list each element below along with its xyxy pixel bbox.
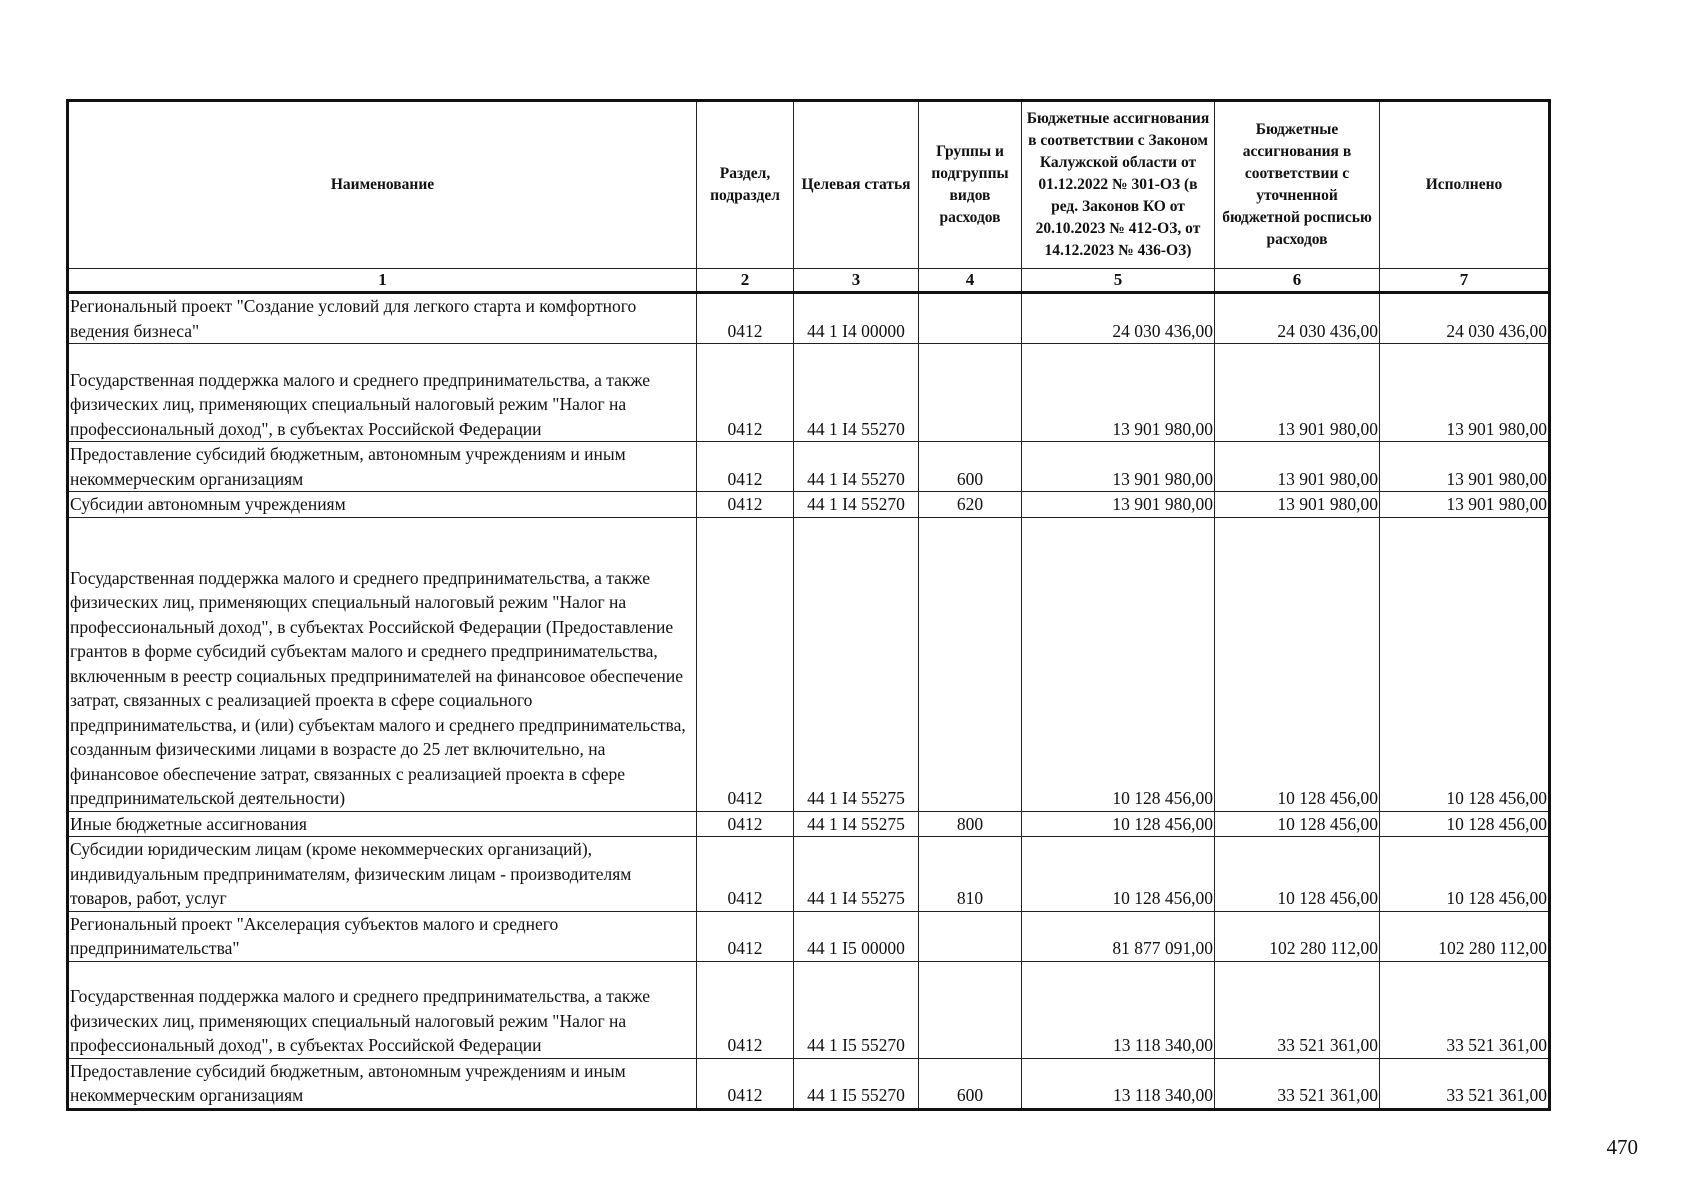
table-row <box>68 517 1550 811</box>
row-executed-amount: 24 030 436,00 <box>1380 293 1550 344</box>
row-expense-group: 800 <box>919 811 1022 837</box>
row-section: 0412 <box>697 492 794 518</box>
column-number: 4 <box>919 269 1022 293</box>
table-row <box>68 837 1550 912</box>
row-law-amount: 13 901 980,00 <box>1022 344 1215 442</box>
row-name: Государственная поддержка малого и среднего предпринимательства, а также физических лиц, применяющих специальный налоговый режим "Налог на профессиональный доход", в субъектах Российской Федерации <box>68 961 697 1058</box>
table-row <box>68 442 1550 492</box>
row-target-article: 44 1 I4 55275 <box>794 837 919 912</box>
row-expense-group: 620 <box>919 492 1022 518</box>
row-expense-group <box>919 911 1022 961</box>
table-row <box>68 811 1550 837</box>
row-expense-group: 600 <box>919 1058 1022 1109</box>
row-section: 0412 <box>697 442 794 492</box>
row-law-amount: 81 877 091,00 <box>1022 911 1215 961</box>
row-refined-amount: 13 901 980,00 <box>1215 442 1380 492</box>
row-section: 0412 <box>697 811 794 837</box>
row-section: 0412 <box>697 517 794 811</box>
row-target-article: 44 1 I4 55270 <box>794 442 919 492</box>
row-name: Предоставление субсидий бюджетным, автономным учреждениям и иным некоммерческим организациям <box>68 1058 697 1109</box>
table-row <box>68 1058 1550 1109</box>
column-number: 3 <box>794 269 919 293</box>
row-law-amount: 13 901 980,00 <box>1022 492 1215 518</box>
row-refined-amount: 10 128 456,00 <box>1215 517 1380 811</box>
row-refined-amount: 13 901 980,00 <box>1215 492 1380 518</box>
row-expense-group: 600 <box>919 442 1022 492</box>
row-section: 0412 <box>697 837 794 912</box>
row-name: Субсидии автономным учреждениям <box>68 492 697 518</box>
row-expense-group <box>919 517 1022 811</box>
column-number: 7 <box>1380 269 1550 293</box>
column-number: 2 <box>697 269 794 293</box>
row-name: Государственная поддержка малого и среднего предпринимательства, а также физических лиц, применяющих специальный налоговый режим "Налог на профессиональный доход", в субъектах Российской Федерации <box>68 344 697 442</box>
row-name: Региональный проект "Акселерация субъектов малого и среднего предпринимательства" <box>68 911 697 961</box>
row-target-article: 44 1 I4 00000 <box>794 293 919 344</box>
row-law-amount: 24 030 436,00 <box>1022 293 1215 344</box>
header-refined-allocations: Бюджетные ассигнования в соответствии с уточненной бюджетной росписью расходов <box>1215 101 1380 269</box>
row-executed-amount: 33 521 361,00 <box>1380 1058 1550 1109</box>
header-row <box>68 101 1550 269</box>
row-name: Предоставление субсидий бюджетным, автономным учреждениям и иным некоммерческим организациям <box>68 442 697 492</box>
table-row <box>68 344 1550 442</box>
header-target-article: Целевая статья <box>794 101 919 269</box>
header-executed: Исполнено <box>1380 101 1550 269</box>
row-refined-amount: 33 521 361,00 <box>1215 1058 1380 1109</box>
row-section: 0412 <box>697 1058 794 1109</box>
header-name: Наименование <box>68 101 697 269</box>
row-name: Иные бюджетные ассигнования <box>68 811 697 837</box>
row-name: Субсидии юридическим лицам (кроме некоммерческих организаций), индивидуальным предпринимателям, физическим лицам - производителям товаров, работ, услуг <box>68 837 697 912</box>
row-target-article: 44 1 I5 55270 <box>794 961 919 1058</box>
row-section: 0412 <box>697 293 794 344</box>
row-law-amount: 13 901 980,00 <box>1022 442 1215 492</box>
row-refined-amount: 33 521 361,00 <box>1215 961 1380 1058</box>
table-row <box>68 492 1550 518</box>
table-row <box>68 293 1550 344</box>
row-section: 0412 <box>697 344 794 442</box>
row-section: 0412 <box>697 961 794 1058</box>
table-row <box>68 961 1550 1058</box>
column-number-row <box>68 269 1550 293</box>
table-row <box>68 911 1550 961</box>
row-target-article: 44 1 I4 55270 <box>794 344 919 442</box>
header-law-allocations: Бюджетные ассигнования в соответствии с Законом Калужской области от 01.12.2022 № 301-ОЗ (в ред. Законов КО от 20.10.2023 № 412-ОЗ, от 14.12.2023 № 436-ОЗ) <box>1022 101 1215 269</box>
budget-table <box>66 99 1551 1111</box>
row-target-article: 44 1 I5 55270 <box>794 1058 919 1109</box>
row-executed-amount: 13 901 980,00 <box>1380 492 1550 518</box>
row-law-amount: 13 118 340,00 <box>1022 1058 1215 1109</box>
row-refined-amount: 102 280 112,00 <box>1215 911 1380 961</box>
row-law-amount: 10 128 456,00 <box>1022 517 1215 811</box>
table-header <box>68 101 1550 293</box>
row-executed-amount: 13 901 980,00 <box>1380 344 1550 442</box>
row-law-amount: 10 128 456,00 <box>1022 811 1215 837</box>
row-expense-group <box>919 344 1022 442</box>
row-target-article: 44 1 I4 55275 <box>794 517 919 811</box>
row-executed-amount: 10 128 456,00 <box>1380 517 1550 811</box>
row-section: 0412 <box>697 911 794 961</box>
row-target-article: 44 1 I4 55270 <box>794 492 919 518</box>
column-number: 5 <box>1022 269 1215 293</box>
page-number: 470 <box>1606 1135 1638 1159</box>
row-executed-amount: 10 128 456,00 <box>1380 811 1550 837</box>
header-expense-groups: Группы и подгруппы видов расходов <box>919 101 1022 269</box>
row-name: Региональный проект "Создание условий для легкого старта и комфортного ведения бизнеса" <box>68 293 697 344</box>
row-expense-group: 810 <box>919 837 1022 912</box>
row-executed-amount: 102 280 112,00 <box>1380 911 1550 961</box>
row-law-amount: 10 128 456,00 <box>1022 837 1215 912</box>
row-expense-group <box>919 961 1022 1058</box>
row-executed-amount: 33 521 361,00 <box>1380 961 1550 1058</box>
row-law-amount: 13 118 340,00 <box>1022 961 1215 1058</box>
header-section: Раздел, подраздел <box>697 101 794 269</box>
row-target-article: 44 1 I5 00000 <box>794 911 919 961</box>
column-number: 1 <box>68 269 697 293</box>
row-executed-amount: 13 901 980,00 <box>1380 442 1550 492</box>
row-executed-amount: 10 128 456,00 <box>1380 837 1550 912</box>
table-body <box>68 293 1550 1110</box>
row-refined-amount: 13 901 980,00 <box>1215 344 1380 442</box>
row-refined-amount: 24 030 436,00 <box>1215 293 1380 344</box>
row-target-article: 44 1 I4 55275 <box>794 811 919 837</box>
column-number: 6 <box>1215 269 1380 293</box>
row-refined-amount: 10 128 456,00 <box>1215 837 1380 912</box>
row-refined-amount: 10 128 456,00 <box>1215 811 1380 837</box>
row-name: Государственная поддержка малого и среднего предпринимательства, а также физических лиц, применяющих специальный налоговый режим "Налог на профессиональный доход", в субъектах Российской Федерации (Предоставление грантов в форме субсидий субъектам малого и среднего предпринимательства, включенным в реестр социальных предпринимателей на финансовое обеспечение затрат, связанных с реализацией проекта в сфере социального предпринимательства, и (или) субъектам малого и среднего предпринимательства, созданным физическими лицами в возрасте до 25 лет включительно, на финансовое обеспечение затрат, связанных с реализацией проекта в сфере предпринимательской деятельности) <box>68 517 697 811</box>
row-expense-group <box>919 293 1022 344</box>
